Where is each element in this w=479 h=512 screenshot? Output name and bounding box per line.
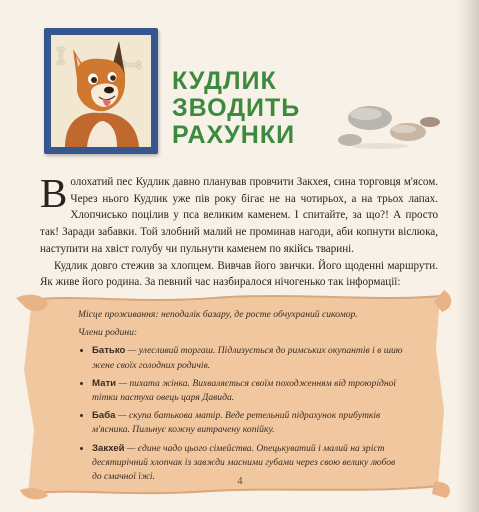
dog-portrait-icon <box>51 35 151 147</box>
story-paragraph-2: Кудлик довго стежив за хлопцем. Вивчав його звички. Його щоденні маршрути. Як живе його родина. За певний час назбиралося нічогенько так інформації: <box>40 259 438 289</box>
title-line-2: РАХУНКИ <box>172 121 296 149</box>
title-line-1: КУДЛИК ЗВОДИТЬ <box>172 67 301 122</box>
dog-portrait-illustration <box>51 35 151 147</box>
list-item <box>92 377 403 405</box>
stones-illustration <box>330 96 442 156</box>
stones-icon <box>330 96 442 156</box>
member-name: Мати <box>92 377 117 389</box>
drop-cap: В <box>40 170 68 216</box>
story-body <box>40 170 438 291</box>
list-item <box>92 409 403 437</box>
family-heading: Члени родини: <box>78 327 138 339</box>
list-item <box>92 344 403 372</box>
member-name: Закхей <box>92 442 125 454</box>
story-paragraph-1 <box>40 170 438 258</box>
member-description: — єдине чадо цього сімейства. Опецькуватий і малий на зріст десятирічний хлопчак із завжди масними губами через свою велику любов до смачної їжі. <box>92 442 396 483</box>
page-gutter <box>457 0 479 512</box>
member-description: — пихата жінка. Вихваляється своїм походженням від троюрідної тітки пастуха овець царя Давида. <box>92 377 397 404</box>
member-description: — улесливий торгаш. Підлизується до римських окупантів і в шию жене своїх голодних родичів. <box>92 345 403 371</box>
portrait-frame <box>44 28 158 154</box>
member-name: Батько <box>92 345 126 357</box>
info-scroll <box>14 290 454 500</box>
family-members-list <box>78 344 403 484</box>
residence-line: Місце проживання: неподалік базару, де росте обчухраний сикомор. <box>78 309 358 320</box>
member-description: — скупа батькова матір. Веде ретельний підрахунок прибутків м'ясника. Пильнує кожну витрачену копійку. <box>92 410 381 436</box>
scroll-content <box>78 308 403 488</box>
page-number: 4 <box>237 476 243 487</box>
paragraph-1-text: олохатий пес Кудлик давно планував провчити Закхея, сина торговця м'ясом. Через нього Кудлик уже пів року бігає не на чотирьох, а на трьох лапах. Хлопчисько поцілив у пса великим каменем. І спитайте, за що?! А просто так! Заради забавки. Той злобний малий не проминав нагоди, аби копнути віслюка, наступити на хвіст голубу чи пульнути каменем по якійсь тварині. <box>40 176 438 255</box>
member-name: Баба <box>92 410 116 422</box>
